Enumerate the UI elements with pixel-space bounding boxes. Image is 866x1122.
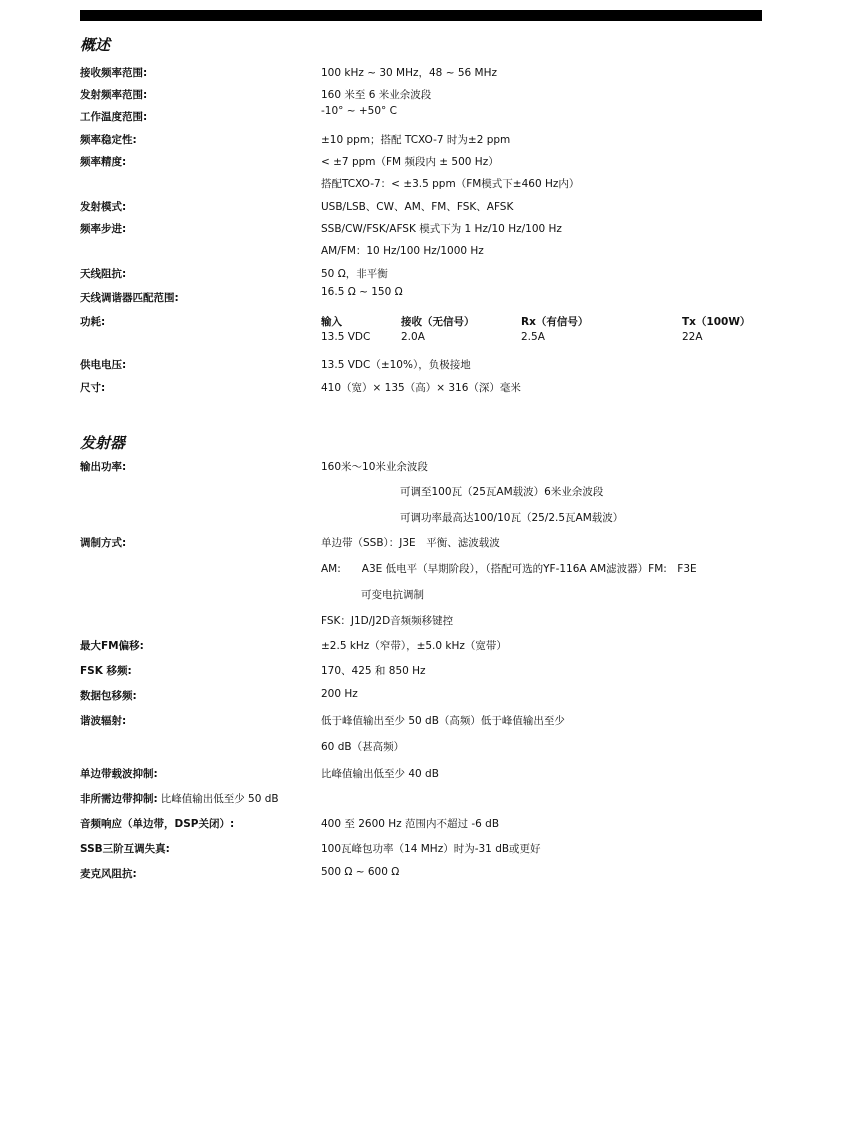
imd-label: SSB三阶互调失真:: [80, 843, 170, 855]
fm-deviation-value: ±2.5 kHz（窄带），±5.0 kHz（宽带）: [321, 640, 507, 652]
modulation-value-reactance: 可变电抗调制: [361, 589, 424, 601]
accuracy-value: < ±7 ppm（FM 频段内 ± 500 Hz）: [321, 156, 499, 168]
output-label: 输出功率:: [80, 461, 127, 473]
modulation-value-am-fm: AM: A3E 低电平（早期阶段），（搭配可选的YF-116A AM滤波器）FM: F3E: [321, 563, 697, 575]
power-header-rx-nosignal: 接收（无信号）: [401, 316, 475, 328]
temp-value: -10° ~ +50° C: [321, 105, 397, 117]
output-value-adjustable: 可调功率最高达100/10瓦（25/2.5瓦AM载波）: [400, 512, 624, 524]
packet-shift-label: 数据包移频:: [80, 690, 137, 702]
fsk-shift-label: FSK 移频:: [80, 665, 132, 677]
supply-value: 13.5 VDC（±10%），负极接地: [321, 359, 471, 371]
sideband-suppression-value: 比峰值输出低至少 50 dB: [160, 793, 279, 805]
modulation-value-fsk: FSK：J1D/J2D音频频移键控: [321, 615, 454, 627]
impedance-label: 天线阻抗:: [80, 268, 127, 280]
steps-value: SSB/CW/FSK/AFSK 模式下为 1 Hz/10 Hz/100 Hz: [321, 223, 562, 235]
stability-label: 频率稳定性:: [80, 134, 137, 146]
mic-impedance-label: 麦克风阻抗:: [80, 868, 137, 880]
carrier-suppression-value: 比峰值输出低至少 40 dB: [321, 768, 439, 780]
harmonic-value: 低于峰值输出至少 50 dB（高频）低于峰值输出至少: [321, 715, 565, 727]
imd-value: 100瓦峰包功率（14 MHz）时为-31 dB或更好: [321, 843, 541, 855]
sideband-suppression-label: 非所需边带抑制:: [80, 793, 158, 805]
power-value-tx: 22A: [682, 331, 703, 343]
audio-response-value: 400 至 2600 Hz 范围内不超过 -6 dB: [321, 818, 500, 830]
power-value-rx-signal: 2.5A: [521, 331, 545, 343]
accuracy-value-tcxo: 搭配TCXO-7：< ±3.5 ppm（FM模式下±460 Hz内）: [321, 178, 580, 190]
rx-range-value: 100 kHz ~ 30 MHz，48 ~ 56 MHz: [321, 67, 498, 79]
power-value-rx-nosignal: 2.0A: [401, 331, 425, 343]
stability-value: ±10 ppm；搭配 TCXO-7 时为±2 ppm: [321, 134, 511, 146]
tuner-label: 天线调谐器匹配范围:: [80, 292, 179, 304]
size-value: 410（宽）× 135（高）× 316（深）毫米: [321, 382, 521, 394]
harmonic-value-vhf: 60 dB（甚高频）: [321, 741, 405, 753]
section-title-overview: 概述: [80, 36, 111, 54]
mic-impedance-value: 500 Ω ~ 600 Ω: [321, 866, 400, 878]
accuracy-label: 频率精度:: [80, 156, 127, 168]
modulation-value-ssb: 单边带（SSB）：J3E 平衡、滤波载波: [321, 537, 500, 549]
top-rule-bar: [80, 10, 762, 21]
tx-range-value: 160 米至 6 米业余波段: [321, 89, 432, 101]
audio-response-label: 音频响应（单边带，DSP关闭）:: [80, 818, 235, 830]
tuner-value: 16.5 Ω ~ 150 Ω: [321, 286, 403, 298]
power-header-rx-signal: Rx（有信号）: [521, 316, 589, 328]
tx-range-label: 发射频率范围:: [80, 89, 148, 101]
steps-value-amfm: AM/FM：10 Hz/100 Hz/1000 Hz: [321, 245, 484, 257]
modes-value: USB/LSB、CW、AM、FM、FSK、AFSK: [321, 201, 514, 213]
power-value-input: 13.5 VDC: [321, 331, 371, 343]
output-value-6m: 可调至100瓦（25瓦AM载波）6米业余波段: [400, 486, 604, 498]
temp-label: 工作温度范围:: [80, 111, 148, 123]
sideband-suppression-row: [80, 791, 279, 806]
output-value: 160米～10米业余波段: [321, 461, 428, 473]
size-label: 尺寸:: [80, 382, 106, 394]
supply-label: 供电电压:: [80, 359, 127, 371]
impedance-value: 50 Ω，非平衡: [321, 268, 388, 280]
fsk-shift-value: 170、425 和 850 Hz: [321, 665, 426, 677]
power-header-input: 输入: [321, 316, 342, 328]
harmonic-label: 谐波辐射:: [80, 715, 127, 727]
packet-shift-value: 200 Hz: [321, 688, 358, 700]
power-label: 功耗:: [80, 316, 106, 328]
fm-deviation-label: 最大FM偏移:: [80, 640, 144, 652]
rx-range-label: 接收频率范围:: [80, 67, 148, 79]
steps-label: 频率步进:: [80, 223, 127, 235]
modes-label: 发射模式:: [80, 201, 127, 213]
carrier-suppression-label: 单边带载波抑制:: [80, 768, 158, 780]
power-header-tx: Tx（100W）: [682, 316, 751, 328]
modulation-label: 调制方式:: [80, 537, 127, 549]
section-title-transmitter: 发射器: [80, 434, 126, 452]
